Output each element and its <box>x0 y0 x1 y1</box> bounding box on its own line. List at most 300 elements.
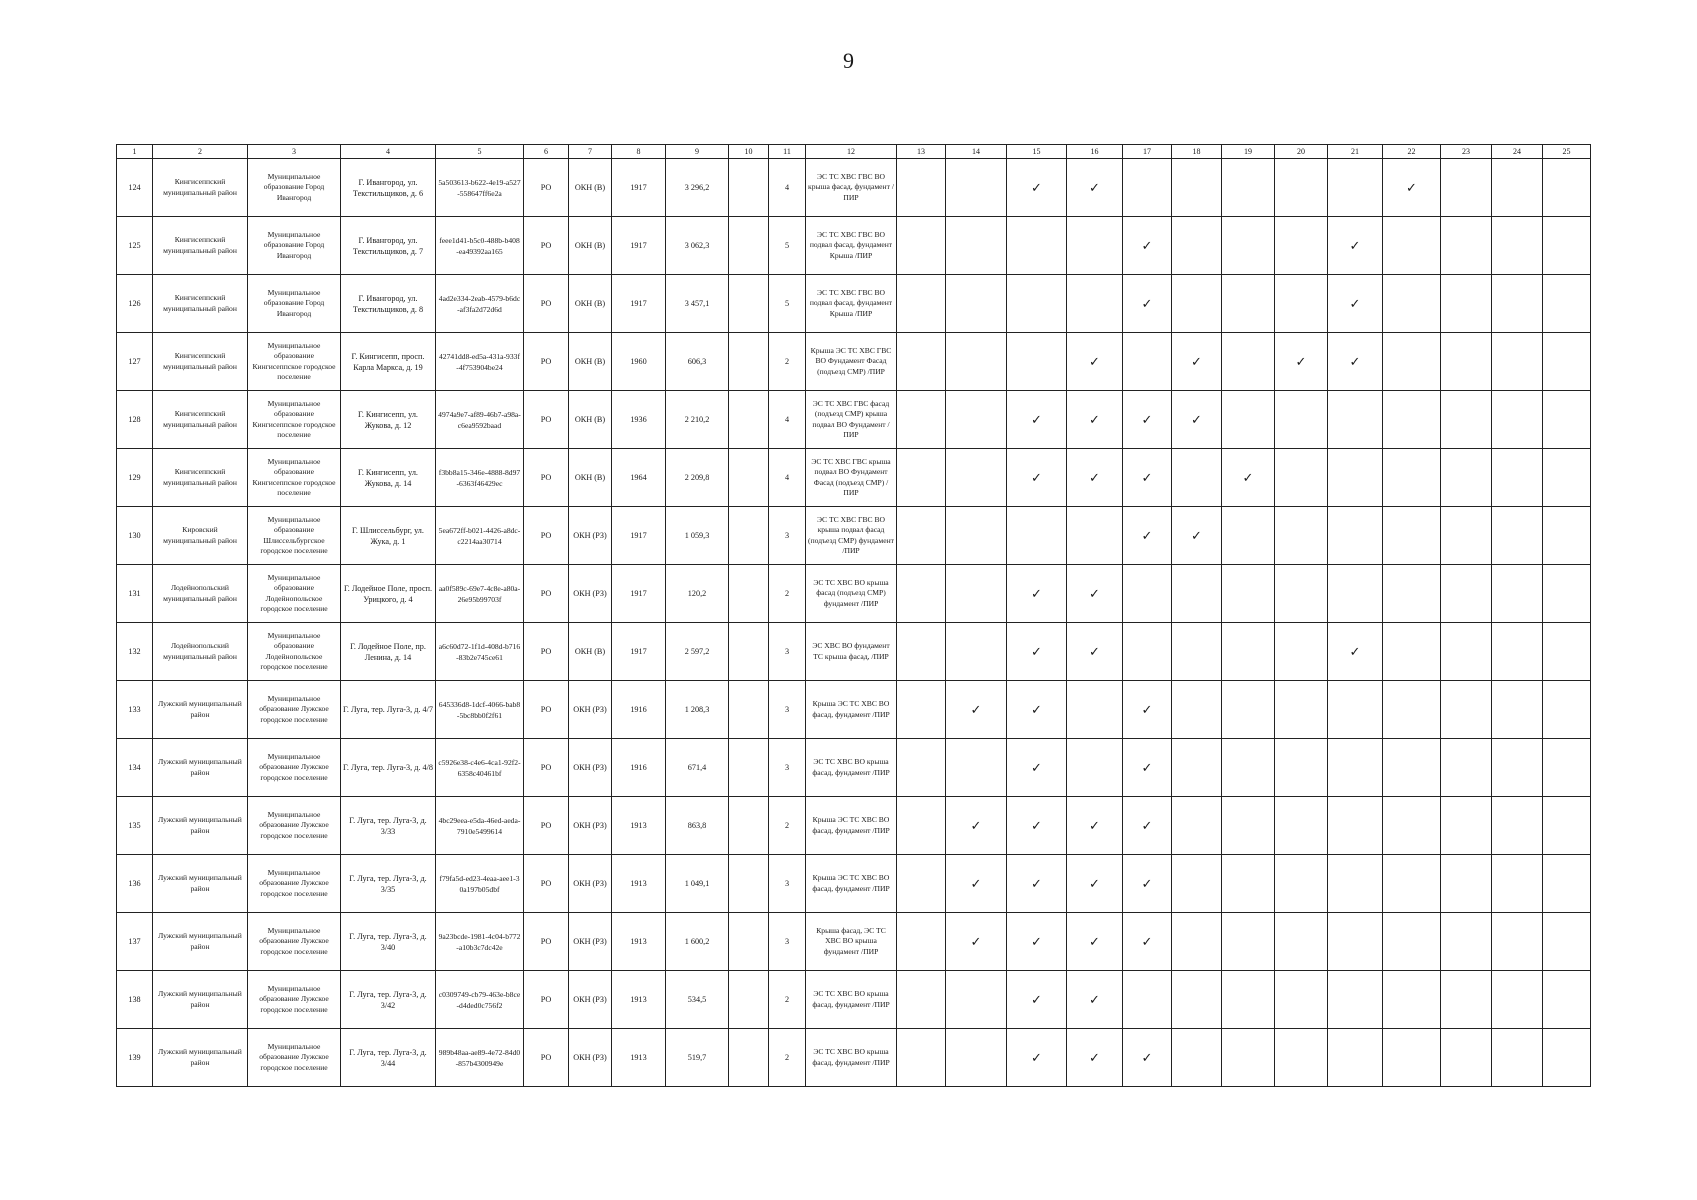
empty-cell-col-10 <box>729 739 769 797</box>
address-cell: Г. Луга, тер. Луга-3, д. 4/8 <box>341 739 436 797</box>
work-cell-col-22 <box>1383 449 1441 507</box>
column-number-16: 16 <box>1067 145 1123 159</box>
work-cell-col-17 <box>1123 623 1172 681</box>
check-mark-icon: ✓ <box>1007 971 1067 1029</box>
housing-register-table <box>116 144 1591 1087</box>
type-cell: РО <box>524 913 569 971</box>
column-number-25: 25 <box>1543 145 1591 159</box>
work-cell-col-22 <box>1383 971 1441 1029</box>
work-cell-col-20 <box>1275 449 1328 507</box>
work-cell-col-13 <box>897 681 946 739</box>
district-cell: Кингисеппский муниципальный район <box>153 449 248 507</box>
work-cell-col-19 <box>1222 217 1275 275</box>
work-cell-col-25 <box>1543 449 1591 507</box>
empty-cell-col-10 <box>729 681 769 739</box>
work-cell-col-13 <box>897 971 946 1029</box>
works-cell: Крыша ЭС ТС ХВС ГВС ВО Фундамент Фасад (подъезд СМР) /ПИР <box>806 333 897 391</box>
type-cell: РО <box>524 565 569 623</box>
area-cell: 671,4 <box>666 739 729 797</box>
address-cell: Г. Луга, тер. Луга-3, д. 3/42 <box>341 971 436 1029</box>
row-number: 130 <box>117 507 153 565</box>
house-guid-cell: 645336d8-1dcf-4066-bab8-5bc8bb0f2f61 <box>436 681 524 739</box>
check-mark-icon: ✓ <box>1123 1029 1172 1087</box>
column-number-21: 21 <box>1328 145 1383 159</box>
work-cell-col-20 <box>1275 565 1328 623</box>
district-cell: Кировский муниципальный район <box>153 507 248 565</box>
column-number-4: 4 <box>341 145 436 159</box>
work-cell-col-21 <box>1328 681 1383 739</box>
area-cell: 2 209,8 <box>666 449 729 507</box>
work-cell-col-24 <box>1492 681 1543 739</box>
floors-cell: 4 <box>769 391 806 449</box>
work-cell-col-25 <box>1543 1029 1591 1087</box>
check-mark-icon: ✓ <box>946 681 1007 739</box>
check-mark-icon: ✓ <box>1007 449 1067 507</box>
year-cell: 1960 <box>612 333 666 391</box>
type-cell: РО <box>524 739 569 797</box>
work-cell-col-24 <box>1492 565 1543 623</box>
work-cell-col-19 <box>1222 507 1275 565</box>
table-row <box>117 159 1591 217</box>
empty-cell-col-10 <box>729 913 769 971</box>
work-cell-col-20 <box>1275 391 1328 449</box>
work-cell-col-23 <box>1441 159 1492 217</box>
municipality-cell: Муниципальное образование Город Ивангород <box>248 159 341 217</box>
work-cell-col-13 <box>897 1029 946 1087</box>
work-cell-col-19 <box>1222 275 1275 333</box>
check-mark-icon: ✓ <box>1067 797 1123 855</box>
address-cell: Г. Кингисепп, ул. Жукова, д. 14 <box>341 449 436 507</box>
type-cell: РО <box>524 333 569 391</box>
work-cell-col-22 <box>1383 565 1441 623</box>
work-cell-col-14 <box>946 391 1007 449</box>
year-cell: 1917 <box>612 507 666 565</box>
work-cell-col-23 <box>1441 971 1492 1029</box>
work-cell-col-21 <box>1328 565 1383 623</box>
row-number: 131 <box>117 565 153 623</box>
works-cell: ЭС ТС ХВС ВО крыша фасад, фундамент /ПИР <box>806 971 897 1029</box>
work-cell-col-19 <box>1222 333 1275 391</box>
work-cell-col-25 <box>1543 275 1591 333</box>
work-cell-col-18 <box>1172 971 1222 1029</box>
category-cell: ОКН (РЗ) <box>569 797 612 855</box>
house-guid-cell: 5a503613-b622-4e19-a527-558647ff6e2a <box>436 159 524 217</box>
work-cell-col-13 <box>897 159 946 217</box>
column-number-1: 1 <box>117 145 153 159</box>
works-cell: ЭС ТС ХВС ГВС крыша подвал ВО Фундамент Фасад (подъезд СМР) /ПИР <box>806 449 897 507</box>
work-cell-col-21 <box>1328 507 1383 565</box>
work-cell-col-16 <box>1067 275 1123 333</box>
work-cell-col-23 <box>1441 739 1492 797</box>
column-number-7: 7 <box>569 145 612 159</box>
work-cell-col-18 <box>1172 1029 1222 1087</box>
check-mark-icon: ✓ <box>1123 855 1172 913</box>
work-cell-col-14 <box>946 449 1007 507</box>
empty-cell-col-10 <box>729 855 769 913</box>
work-cell-col-18 <box>1172 739 1222 797</box>
work-cell-col-20 <box>1275 217 1328 275</box>
table-row <box>117 681 1591 739</box>
year-cell: 1913 <box>612 855 666 913</box>
work-cell-col-16 <box>1067 681 1123 739</box>
house-guid-cell: 9a23bcde-1981-4c04-b772-a10b3c7dc42e <box>436 913 524 971</box>
work-cell-col-13 <box>897 507 946 565</box>
work-cell-col-20 <box>1275 797 1328 855</box>
work-cell-col-24 <box>1492 159 1543 217</box>
work-cell-col-20 <box>1275 1029 1328 1087</box>
work-cell-col-21 <box>1328 449 1383 507</box>
row-number: 126 <box>117 275 153 333</box>
work-cell-col-13 <box>897 565 946 623</box>
type-cell: РО <box>524 449 569 507</box>
work-cell-col-15 <box>1007 275 1067 333</box>
column-number-11: 11 <box>769 145 806 159</box>
work-cell-col-21 <box>1328 913 1383 971</box>
check-mark-icon: ✓ <box>1222 449 1275 507</box>
column-number-20: 20 <box>1275 145 1328 159</box>
house-guid-cell: 42741dd8-ed5a-431a-933f-4f753904be24 <box>436 333 524 391</box>
category-cell: ОКН (РЗ) <box>569 739 612 797</box>
work-cell-col-17 <box>1123 565 1172 623</box>
floors-cell: 2 <box>769 333 806 391</box>
municipality-cell: Муниципальное образование Лужское городское поселение <box>248 971 341 1029</box>
house-guid-cell: 989b48aa-ae89-4e72-84d0-857b4300949e <box>436 1029 524 1087</box>
work-cell-col-21 <box>1328 159 1383 217</box>
check-mark-icon: ✓ <box>1007 623 1067 681</box>
table-row <box>117 565 1591 623</box>
type-cell: РО <box>524 797 569 855</box>
area-cell: 1 059,3 <box>666 507 729 565</box>
work-cell-col-19 <box>1222 1029 1275 1087</box>
district-cell: Кингисеппский муниципальный район <box>153 333 248 391</box>
year-cell: 1917 <box>612 217 666 275</box>
works-cell: Крыша ЭС ТС ХВС ВО фасад, фундамент /ПИР <box>806 681 897 739</box>
check-mark-icon: ✓ <box>1123 913 1172 971</box>
work-cell-col-20 <box>1275 739 1328 797</box>
check-mark-icon: ✓ <box>1172 391 1222 449</box>
year-cell: 1936 <box>612 391 666 449</box>
municipality-cell: Муниципальное образование Лужское городское поселение <box>248 739 341 797</box>
address-cell: Г. Луга, тер. Луга-3, д. 3/35 <box>341 855 436 913</box>
check-mark-icon: ✓ <box>1007 565 1067 623</box>
work-cell-col-24 <box>1492 739 1543 797</box>
table-row <box>117 913 1591 971</box>
column-number-13: 13 <box>897 145 946 159</box>
empty-cell-col-10 <box>729 449 769 507</box>
year-cell: 1917 <box>612 159 666 217</box>
empty-cell-col-10 <box>729 333 769 391</box>
works-cell: Крыша ЭС ТС ХВС ВО фасад, фундамент /ПИР <box>806 797 897 855</box>
work-cell-col-18 <box>1172 797 1222 855</box>
work-cell-col-17 <box>1123 971 1172 1029</box>
municipality-cell: Муниципальное образование Город Ивангород <box>248 217 341 275</box>
work-cell-col-18 <box>1172 449 1222 507</box>
row-number: 138 <box>117 971 153 1029</box>
house-guid-cell: feee1d41-b5c0-488b-b408-ea49392aa165 <box>436 217 524 275</box>
check-mark-icon: ✓ <box>1067 333 1123 391</box>
work-cell-col-22 <box>1383 507 1441 565</box>
column-number-12: 12 <box>806 145 897 159</box>
check-mark-icon: ✓ <box>1275 333 1328 391</box>
category-cell: ОКН (В) <box>569 391 612 449</box>
check-mark-icon: ✓ <box>1007 159 1067 217</box>
table-row <box>117 623 1591 681</box>
work-cell-col-23 <box>1441 1029 1492 1087</box>
check-mark-icon: ✓ <box>1383 159 1441 217</box>
floors-cell: 3 <box>769 681 806 739</box>
empty-cell-col-10 <box>729 275 769 333</box>
table-row <box>117 739 1591 797</box>
work-cell-col-25 <box>1543 971 1591 1029</box>
work-cell-col-19 <box>1222 623 1275 681</box>
work-cell-col-18 <box>1172 159 1222 217</box>
category-cell: ОКН (РЗ) <box>569 913 612 971</box>
empty-cell-col-10 <box>729 565 769 623</box>
empty-cell-col-10 <box>729 971 769 1029</box>
works-cell: ЭС ТС ХВС ВО крыша фасад (подъезд СМР) фундамент /ПИР <box>806 565 897 623</box>
work-cell-col-13 <box>897 449 946 507</box>
empty-cell-col-10 <box>729 159 769 217</box>
work-cell-col-25 <box>1543 681 1591 739</box>
work-cell-col-23 <box>1441 333 1492 391</box>
work-cell-col-20 <box>1275 971 1328 1029</box>
table-row <box>117 971 1591 1029</box>
row-number: 127 <box>117 333 153 391</box>
district-cell: Лужский муниципальный район <box>153 681 248 739</box>
column-number-19: 19 <box>1222 145 1275 159</box>
district-cell: Кингисеппский муниципальный район <box>153 217 248 275</box>
works-cell: ЭС ТС ХВС ГВС ВО подвал фасад, фундамент Крыша /ПИР <box>806 275 897 333</box>
table-row <box>117 449 1591 507</box>
empty-cell-col-10 <box>729 1029 769 1087</box>
area-cell: 120,2 <box>666 565 729 623</box>
category-cell: ОКН (РЗ) <box>569 971 612 1029</box>
work-cell-col-18 <box>1172 217 1222 275</box>
floors-cell: 3 <box>769 507 806 565</box>
check-mark-icon: ✓ <box>1123 739 1172 797</box>
work-cell-col-20 <box>1275 275 1328 333</box>
work-cell-col-25 <box>1543 391 1591 449</box>
house-guid-cell: a6c60d72-1f1d-408d-b716-83b2e745ce61 <box>436 623 524 681</box>
work-cell-col-13 <box>897 855 946 913</box>
column-number-23: 23 <box>1441 145 1492 159</box>
work-cell-col-19 <box>1222 855 1275 913</box>
row-number: 136 <box>117 855 153 913</box>
check-mark-icon: ✓ <box>1123 217 1172 275</box>
type-cell: РО <box>524 1029 569 1087</box>
address-cell: Г. Ивангород, ул. Текстильщиков, д. 6 <box>341 159 436 217</box>
work-cell-col-22 <box>1383 333 1441 391</box>
floors-cell: 2 <box>769 565 806 623</box>
municipality-cell: Муниципальное образование Шлиссельбургское городское поселение <box>248 507 341 565</box>
row-number: 129 <box>117 449 153 507</box>
works-cell: ЭС ТС ХВС ГВС ВО крыша подвал фасад (подъезд СМР) фундамент /ПИР <box>806 507 897 565</box>
work-cell-col-14 <box>946 507 1007 565</box>
work-cell-col-24 <box>1492 913 1543 971</box>
address-cell: Г. Кингисепп, ул. Жукова, д. 12 <box>341 391 436 449</box>
check-mark-icon: ✓ <box>1007 913 1067 971</box>
work-cell-col-23 <box>1441 855 1492 913</box>
row-number: 135 <box>117 797 153 855</box>
works-cell: ЭС ТС ХВС ГВС ВО подвал фасад, фундамент Крыша /ПИР <box>806 217 897 275</box>
work-cell-col-24 <box>1492 449 1543 507</box>
work-cell-col-19 <box>1222 391 1275 449</box>
check-mark-icon: ✓ <box>1067 159 1123 217</box>
column-number-10: 10 <box>729 145 769 159</box>
work-cell-col-19 <box>1222 913 1275 971</box>
year-cell: 1913 <box>612 971 666 1029</box>
address-cell: Г. Шлиссельбург, ул. Жука, д. 1 <box>341 507 436 565</box>
check-mark-icon: ✓ <box>1123 797 1172 855</box>
check-mark-icon: ✓ <box>1123 507 1172 565</box>
work-cell-col-13 <box>897 797 946 855</box>
empty-cell-col-10 <box>729 391 769 449</box>
floors-cell: 5 <box>769 217 806 275</box>
address-cell: Г. Луга, тер. Луга-3, д. 3/44 <box>341 1029 436 1087</box>
work-cell-col-25 <box>1543 855 1591 913</box>
work-cell-col-25 <box>1543 565 1591 623</box>
area-cell: 519,7 <box>666 1029 729 1087</box>
floors-cell: 2 <box>769 1029 806 1087</box>
check-mark-icon: ✓ <box>1007 681 1067 739</box>
house-guid-cell: 5ea672ff-b021-4426-a8dc-c2214aa30714 <box>436 507 524 565</box>
type-cell: РО <box>524 855 569 913</box>
table-row <box>117 391 1591 449</box>
address-cell: Г. Луга, тер. Луга-3, д. 3/33 <box>341 797 436 855</box>
row-number: 133 <box>117 681 153 739</box>
area-cell: 1 049,1 <box>666 855 729 913</box>
work-cell-col-18 <box>1172 913 1222 971</box>
work-cell-col-13 <box>897 391 946 449</box>
address-cell: Г. Лодейное Поле, пр. Ленина, д. 14 <box>341 623 436 681</box>
year-cell: 1916 <box>612 739 666 797</box>
check-mark-icon: ✓ <box>946 913 1007 971</box>
floors-cell: 4 <box>769 449 806 507</box>
house-guid-cell: f79fa5d-ed23-4eaa-aee1-30a197b05dbf <box>436 855 524 913</box>
table-body <box>117 159 1591 1087</box>
row-number: 128 <box>117 391 153 449</box>
work-cell-col-14 <box>946 565 1007 623</box>
work-cell-col-22 <box>1383 1029 1441 1087</box>
area-cell: 606,3 <box>666 333 729 391</box>
work-cell-col-22 <box>1383 391 1441 449</box>
check-mark-icon: ✓ <box>1067 449 1123 507</box>
column-number-6: 6 <box>524 145 569 159</box>
work-cell-col-23 <box>1441 623 1492 681</box>
works-cell: Крыша фасад, ЭС ТС ХВС ВО крыша фундамент /ПИР <box>806 913 897 971</box>
category-cell: ОКН (РЗ) <box>569 681 612 739</box>
check-mark-icon: ✓ <box>1172 507 1222 565</box>
work-cell-col-25 <box>1543 507 1591 565</box>
check-mark-icon: ✓ <box>1067 391 1123 449</box>
area-cell: 3 457,1 <box>666 275 729 333</box>
floors-cell: 2 <box>769 971 806 1029</box>
empty-cell-col-10 <box>729 217 769 275</box>
page-number: 9 <box>843 48 854 73</box>
table-row <box>117 797 1591 855</box>
work-cell-col-23 <box>1441 449 1492 507</box>
address-cell: Г. Луга, тер. Луга-3, д. 3/40 <box>341 913 436 971</box>
check-mark-icon: ✓ <box>1067 565 1123 623</box>
check-mark-icon: ✓ <box>1007 739 1067 797</box>
column-number-18: 18 <box>1172 145 1222 159</box>
category-cell: ОКН (В) <box>569 275 612 333</box>
district-cell: Кингисеппский муниципальный район <box>153 391 248 449</box>
municipality-cell: Муниципальное образование Кингисеппское городское поселение <box>248 333 341 391</box>
work-cell-col-18 <box>1172 681 1222 739</box>
row-number: 134 <box>117 739 153 797</box>
work-cell-col-24 <box>1492 217 1543 275</box>
work-cell-col-14 <box>946 217 1007 275</box>
works-cell: ЭС ТС ХВС ГВС фасад (подъезд СМР) крыша подвал ВО Фундамент /ПИР <box>806 391 897 449</box>
table-row <box>117 217 1591 275</box>
address-cell: Г. Кингисепп, просп. Карла Маркса, д. 19 <box>341 333 436 391</box>
column-number-3: 3 <box>248 145 341 159</box>
work-cell-col-19 <box>1222 159 1275 217</box>
work-cell-col-13 <box>897 913 946 971</box>
work-cell-col-19 <box>1222 739 1275 797</box>
works-cell: ЭС ХВС ВО фундамент ТС крыша фасад, /ПИР <box>806 623 897 681</box>
work-cell-col-22 <box>1383 739 1441 797</box>
column-number-row <box>117 145 1591 159</box>
work-cell-col-18 <box>1172 623 1222 681</box>
empty-cell-col-10 <box>729 623 769 681</box>
work-cell-col-25 <box>1543 913 1591 971</box>
year-cell: 1917 <box>612 565 666 623</box>
row-number: 125 <box>117 217 153 275</box>
work-cell-col-20 <box>1275 913 1328 971</box>
work-cell-col-20 <box>1275 623 1328 681</box>
year-cell: 1964 <box>612 449 666 507</box>
check-mark-icon: ✓ <box>1007 797 1067 855</box>
work-cell-col-25 <box>1543 739 1591 797</box>
work-cell-col-24 <box>1492 391 1543 449</box>
table-row <box>117 1029 1591 1087</box>
work-cell-col-13 <box>897 623 946 681</box>
check-mark-icon: ✓ <box>946 855 1007 913</box>
floors-cell: 5 <box>769 275 806 333</box>
work-cell-col-13 <box>897 217 946 275</box>
house-guid-cell: aa0f589c-69e7-4c8e-a80a-26e95b99703f <box>436 565 524 623</box>
category-cell: ОКН (РЗ) <box>569 565 612 623</box>
area-cell: 2 210,2 <box>666 391 729 449</box>
work-cell-col-16 <box>1067 507 1123 565</box>
house-guid-cell: c0309749-cb79-463e-b8ce-d4ded0c756f2 <box>436 971 524 1029</box>
category-cell: ОКН (В) <box>569 333 612 391</box>
house-guid-cell: f3bb8a15-346e-4888-8d97-6363f46429ec <box>436 449 524 507</box>
work-cell-col-20 <box>1275 159 1328 217</box>
column-number-5: 5 <box>436 145 524 159</box>
work-cell-col-20 <box>1275 681 1328 739</box>
check-mark-icon: ✓ <box>946 797 1007 855</box>
check-mark-icon: ✓ <box>1172 333 1222 391</box>
work-cell-col-23 <box>1441 681 1492 739</box>
floors-cell: 3 <box>769 855 806 913</box>
row-number: 124 <box>117 159 153 217</box>
work-cell-col-20 <box>1275 507 1328 565</box>
check-mark-icon: ✓ <box>1123 449 1172 507</box>
area-cell: 534,5 <box>666 971 729 1029</box>
floors-cell: 3 <box>769 739 806 797</box>
work-cell-col-15 <box>1007 507 1067 565</box>
floors-cell: 3 <box>769 913 806 971</box>
category-cell: ОКН (РЗ) <box>569 507 612 565</box>
table-row <box>117 507 1591 565</box>
area-cell: 1 208,3 <box>666 681 729 739</box>
floors-cell: 2 <box>769 797 806 855</box>
municipality-cell: Муниципальное образование Лужское городское поселение <box>248 1029 341 1087</box>
work-cell-col-19 <box>1222 971 1275 1029</box>
